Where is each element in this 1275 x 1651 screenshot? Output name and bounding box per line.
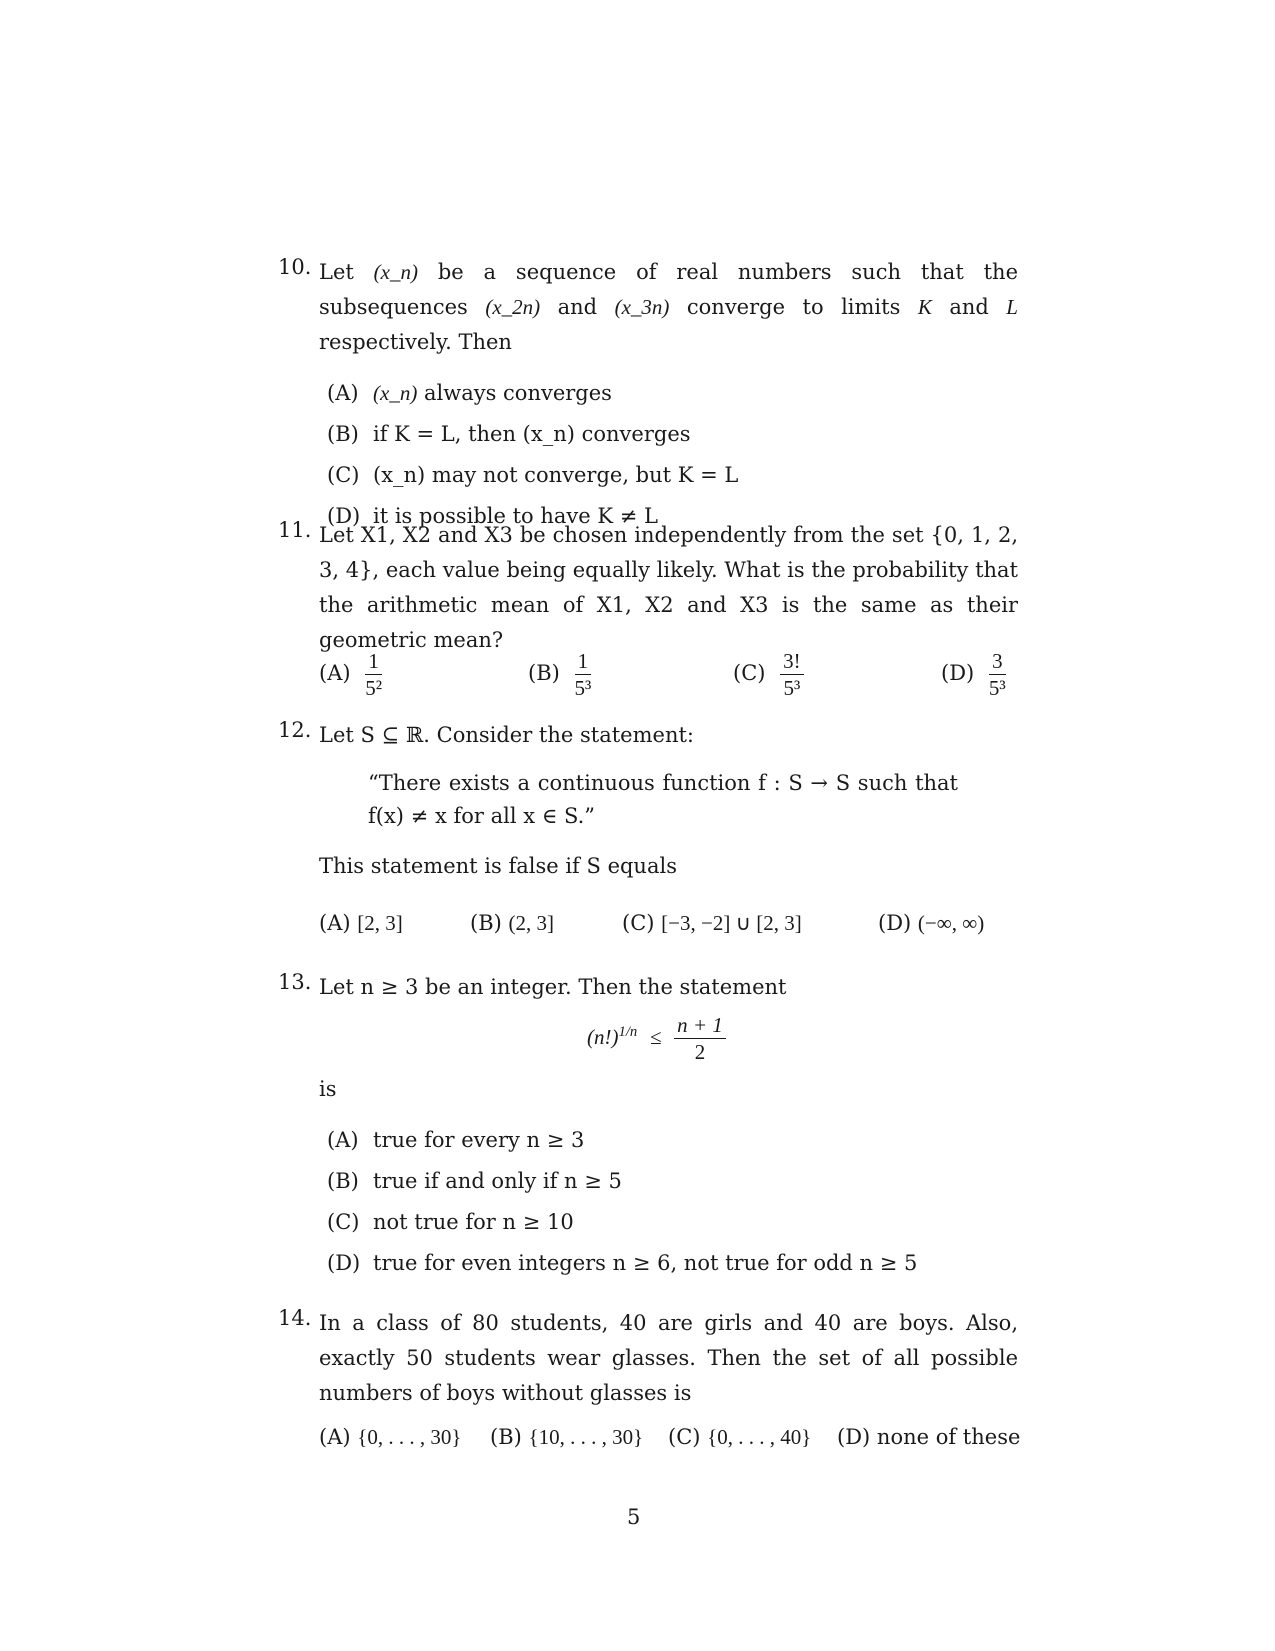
option-c[interactable]: (C) not true for n ≥ 10 [327, 1210, 574, 1234]
fraction: $\frac{1}{\text{5²}}$ [365, 649, 383, 700]
fraction: $\frac{n + 1}{2}$ [674, 1012, 726, 1065]
is-text: is [319, 1077, 337, 1101]
q12-option-a[interactable]: (A) [2, 3] [319, 911, 403, 935]
option-d[interactable]: (D) it is possible to have K ≠ L [327, 504, 658, 528]
q11-option-b[interactable]: (B) $\frac{1}{\text{5³}}$ [528, 649, 592, 700]
answer-options [327, 376, 1018, 540]
option-b[interactable]: (B) true if and only if n ≥ 5 [327, 1169, 622, 1193]
q11-option-a[interactable]: (A) $\frac{1}{\text{5²}}$ [319, 649, 383, 700]
question-13 [278, 970, 1018, 1005]
question-stem: Let n ≥ 3 be an integer. Then the statement [319, 975, 787, 999]
question-number: 12. [278, 718, 312, 742]
question-number: 14. [278, 1306, 312, 1330]
fraction: $\frac{3!}{\text{5³}}$ [780, 648, 804, 701]
q14-option-c[interactable]: (C) {0, . . . , 40} [668, 1425, 812, 1449]
option-a[interactable]: (A) true for every n ≥ 3 [327, 1128, 585, 1152]
answer-options [327, 1123, 1018, 1287]
question-number: 10. [278, 255, 312, 279]
q11-option-c[interactable]: (C) $\frac{3!}{\text{5³}}$ [733, 648, 804, 701]
option-c[interactable]: (C) (x_n) may not converge, but K = L [327, 463, 739, 487]
question-stem: Let X1, X2 and X3 be chosen independently from the set {0, 1, 2, 3, 4}, each value being equally likely. What is the probability that the arithmetic mean of X1, X2 and X3 is the same as their geometric mean? [319, 523, 1018, 652]
question-12 [278, 718, 1018, 884]
option-a[interactable]: (A) (x_n) always converges [327, 381, 612, 405]
fraction: $\frac{3}{\text{5³}}$ [988, 649, 1006, 700]
question-number: 11. [278, 518, 312, 542]
question-stem: Let (x_n) be a sequence of real numbers such that the subsequences (x_2n) and (x_3n) converge to limits K and L respectively. Then [319, 260, 1018, 354]
q12-option-b[interactable]: (B) (2, 3] [470, 911, 555, 935]
question-13-continued [278, 1072, 1018, 1287]
quoted-statement: “There exists a continuous function f : S → S such that f(x) ≠ x for all x ∈ S.” [368, 771, 958, 828]
question-stem: In a class of 80 students, 40 are girls and 40 are boys. Also, exactly 50 students wear glasses. Then the set of all possible numbers of boys without glasses is [319, 1311, 1018, 1405]
question-number: 13. [278, 970, 312, 994]
option-b[interactable]: (B) if K = L, then (x_n) converges [327, 422, 691, 446]
q14-option-d[interactable]: (D) none of these [837, 1425, 1021, 1449]
display-formula: $(n!)^{1/n}$ ≤ $\frac{n + 1}{2}$ [587, 1012, 726, 1065]
q12-option-d[interactable]: (D) (−∞, ∞) [878, 911, 985, 935]
option-d[interactable]: (D) true for even integers n ≥ 6, not true for odd n ≥ 5 [327, 1251, 918, 1275]
question-14 [278, 1306, 1018, 1411]
q12-option-c[interactable]: (C) [−3, −2] ∪ [2, 3] [622, 911, 802, 935]
q11-option-d[interactable]: (D) $\frac{3}{\text{5³}}$ [941, 649, 1006, 700]
question-followup: This statement is false if S equals [319, 854, 677, 878]
question-11 [278, 518, 1018, 658]
q14-option-a[interactable]: (A) {0, . . . , 30} [319, 1425, 462, 1449]
question-10 [278, 255, 1018, 540]
page-number: 5 [627, 1505, 641, 1529]
fraction: $\frac{1}{\text{5³}}$ [574, 649, 592, 700]
q14-option-b[interactable]: (B) {10, . . . , 30} [490, 1425, 644, 1449]
question-stem: Let S ⊆ ℝ. Consider the statement: [319, 723, 694, 747]
